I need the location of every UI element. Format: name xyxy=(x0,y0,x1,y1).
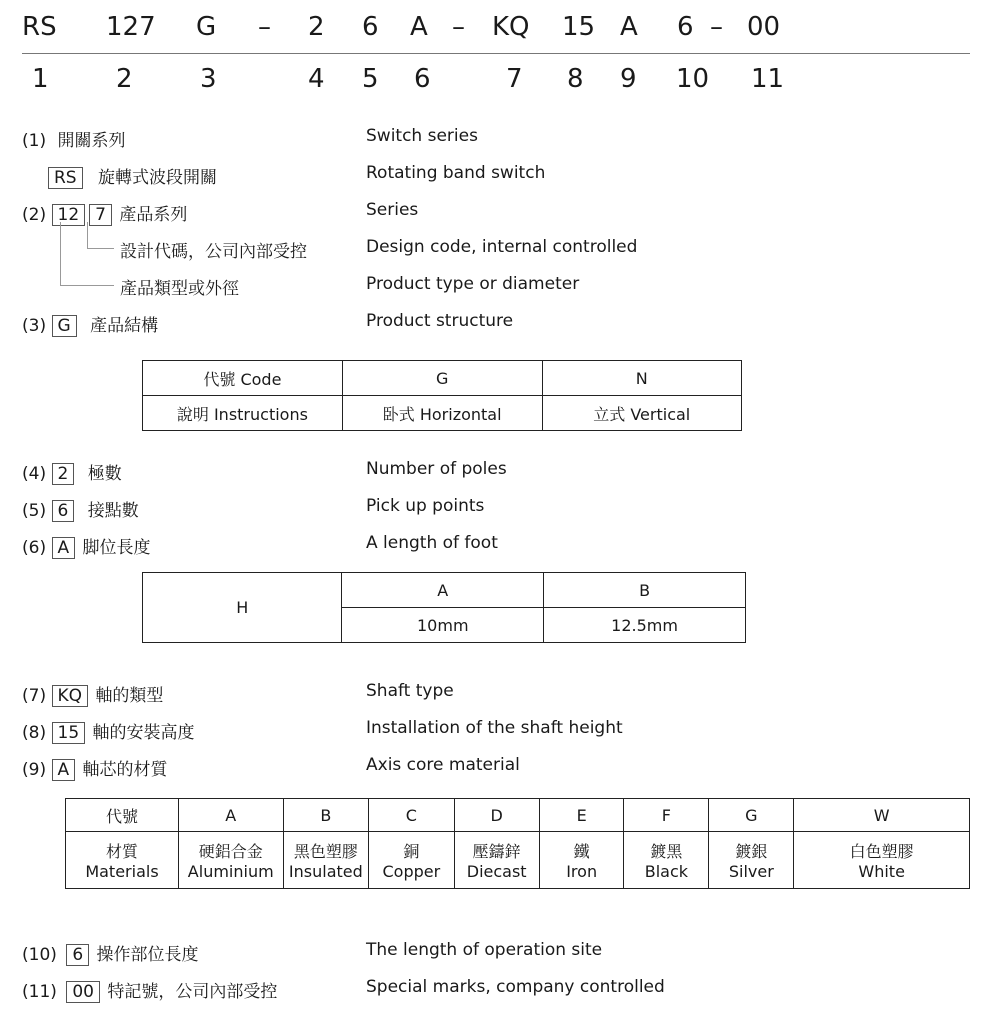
item-1-label xyxy=(22,126,126,151)
code-separator: – xyxy=(452,12,465,42)
position-number: 8 xyxy=(567,64,584,94)
table-cell: C xyxy=(369,799,454,832)
item-number: (9) xyxy=(22,760,47,780)
structure-table xyxy=(142,360,742,431)
bracket-line xyxy=(60,222,114,286)
position-number: 7 xyxy=(506,64,523,94)
item-cn: 操作部位長度 xyxy=(96,945,199,965)
code-box: KQ xyxy=(52,685,89,707)
item-2a-en: Design code, internal controlled xyxy=(366,237,638,257)
code-separator: – xyxy=(258,12,271,42)
position-number: 10 xyxy=(676,64,710,94)
item-cn: 脚位長度 xyxy=(82,538,151,558)
table-cell: 硬鋁合金 Aluminium xyxy=(178,832,283,889)
table-cell: 代號 Code xyxy=(143,361,343,396)
table-cell: 壓鑄鋅 Diecast xyxy=(454,832,539,889)
position-number: 1 xyxy=(32,64,49,94)
code-box: 2 xyxy=(52,463,75,485)
item-number: (10) xyxy=(22,945,57,965)
item-number: (1) xyxy=(22,131,47,151)
table-cell: 立式 Vertical xyxy=(542,396,741,431)
table-cell: 材質 Materials xyxy=(66,832,179,889)
item-5-en: Pick up points xyxy=(366,496,485,516)
code-segment: 6 xyxy=(362,12,379,42)
item-6-en: A length of foot xyxy=(366,533,498,553)
item-cn: 旋轉式波段開關 xyxy=(98,168,218,188)
position-number: 3 xyxy=(200,64,217,94)
code-segment: 2 xyxy=(308,12,325,42)
table-cell: 白色塑膠 White xyxy=(794,832,970,889)
table-cell: 鍍黑 Black xyxy=(624,832,709,889)
code-box: A xyxy=(52,759,76,781)
code-segment: 6 xyxy=(677,12,694,42)
item-4-label xyxy=(22,459,122,485)
item-cn: 接點數 xyxy=(87,501,139,521)
item-4-en: Number of poles xyxy=(366,459,507,479)
item-number: (11) xyxy=(22,982,57,1002)
table-cell: B xyxy=(283,799,369,832)
code-segment: 15 xyxy=(562,12,596,42)
item-7-en: Shaft type xyxy=(366,681,454,701)
item-cn: 特記號，公司內部受控 xyxy=(107,982,278,1002)
item-number: (3) xyxy=(22,316,47,336)
table-cell: H xyxy=(143,573,342,643)
table-cell: 黑色塑膠 Insulated xyxy=(283,832,369,889)
item-10-label xyxy=(22,940,199,966)
code-box: G xyxy=(52,315,77,337)
code-segment: 127 xyxy=(106,12,156,42)
item-1-en: Switch series xyxy=(366,126,478,146)
item-number: (2) xyxy=(22,205,47,225)
position-number: 9 xyxy=(620,64,637,94)
item-number: (4) xyxy=(22,464,47,484)
code-box: 15 xyxy=(52,722,86,744)
item-number: (5) xyxy=(22,501,47,521)
item-number: (7) xyxy=(22,686,47,706)
item-cn: 產品結構 xyxy=(90,316,159,336)
table-cell: 銅 Copper xyxy=(369,832,454,889)
item-8-label xyxy=(22,718,195,744)
table-cell: N xyxy=(542,361,741,396)
table-cell: 說明 Instructions xyxy=(143,396,343,431)
item-10-en: The length of operation site xyxy=(366,940,603,960)
item-number: (8) xyxy=(22,723,47,743)
item-3-label xyxy=(22,311,158,337)
table-cell: G xyxy=(342,361,542,396)
table-cell: E xyxy=(539,799,624,832)
table-cell: G xyxy=(709,799,794,832)
code-segment: A xyxy=(410,12,428,42)
code-box: 6 xyxy=(66,944,89,966)
table-cell: A xyxy=(342,573,544,608)
table-cell: 卧式 Horizontal xyxy=(342,396,542,431)
code-box: 12 xyxy=(52,204,86,226)
item-1a-en: Rotating band switch xyxy=(366,163,546,183)
item-11-en: Special marks, company controlled xyxy=(366,977,665,997)
table-cell: 鍍銀 Silver xyxy=(709,832,794,889)
item-2b-cn: 產品類型或外徑 xyxy=(120,279,239,299)
code-segment: 00 xyxy=(747,12,781,42)
table-cell: A xyxy=(178,799,283,832)
item-8-en: Installation of the shaft height xyxy=(366,718,623,738)
code-box: 7 xyxy=(89,204,112,226)
foot-length-table xyxy=(142,572,746,643)
item-5-label xyxy=(22,496,139,522)
table-cell: 鐵 Iron xyxy=(539,832,624,889)
position-number: 6 xyxy=(414,64,431,94)
item-cn: 軸芯的材質 xyxy=(82,760,168,780)
code-box: 6 xyxy=(52,500,75,522)
code-segment: A xyxy=(620,12,638,42)
table-cell: 10mm xyxy=(342,608,544,643)
code-separator: – xyxy=(710,12,723,42)
item-cn: 產品系列 xyxy=(119,205,188,225)
item-2-en: Series xyxy=(366,200,419,220)
position-number: 5 xyxy=(362,64,379,94)
item-9-label xyxy=(22,755,168,781)
code-box: 00 xyxy=(66,981,100,1003)
item-number: (6) xyxy=(22,538,47,558)
code-segment: RS xyxy=(22,12,57,42)
code-box: A xyxy=(52,537,76,559)
position-number: 4 xyxy=(308,64,325,94)
table-cell: 12.5mm xyxy=(544,608,746,643)
position-number: 11 xyxy=(751,64,785,94)
item-1a-label xyxy=(46,163,217,189)
position-number: 2 xyxy=(116,64,133,94)
item-11-label xyxy=(22,977,277,1003)
item-2b-en: Product type or diameter xyxy=(366,274,580,294)
item-cn: 開關系列 xyxy=(57,131,126,151)
item-3-en: Product structure xyxy=(366,311,514,331)
item-6-label xyxy=(22,533,151,559)
item-cn: 軸的類型 xyxy=(95,686,164,706)
item-2a-cn: 設計代碼，公司內部受控 xyxy=(120,242,307,262)
table-cell: W xyxy=(794,799,970,832)
item-cn: 極數 xyxy=(87,464,122,484)
header-divider xyxy=(22,53,970,54)
item-cn: 軸的安裝高度 xyxy=(92,723,195,743)
code-segment: KQ xyxy=(492,12,530,42)
table-cell: 代號 xyxy=(66,799,179,832)
item-7-label xyxy=(22,681,163,707)
item-9-en: Axis core material xyxy=(366,755,520,775)
code-segment: G xyxy=(196,12,217,42)
table-cell: D xyxy=(454,799,539,832)
table-cell: B xyxy=(544,573,746,608)
table-cell: F xyxy=(624,799,709,832)
material-table xyxy=(65,798,970,889)
code-box: RS xyxy=(48,167,83,189)
